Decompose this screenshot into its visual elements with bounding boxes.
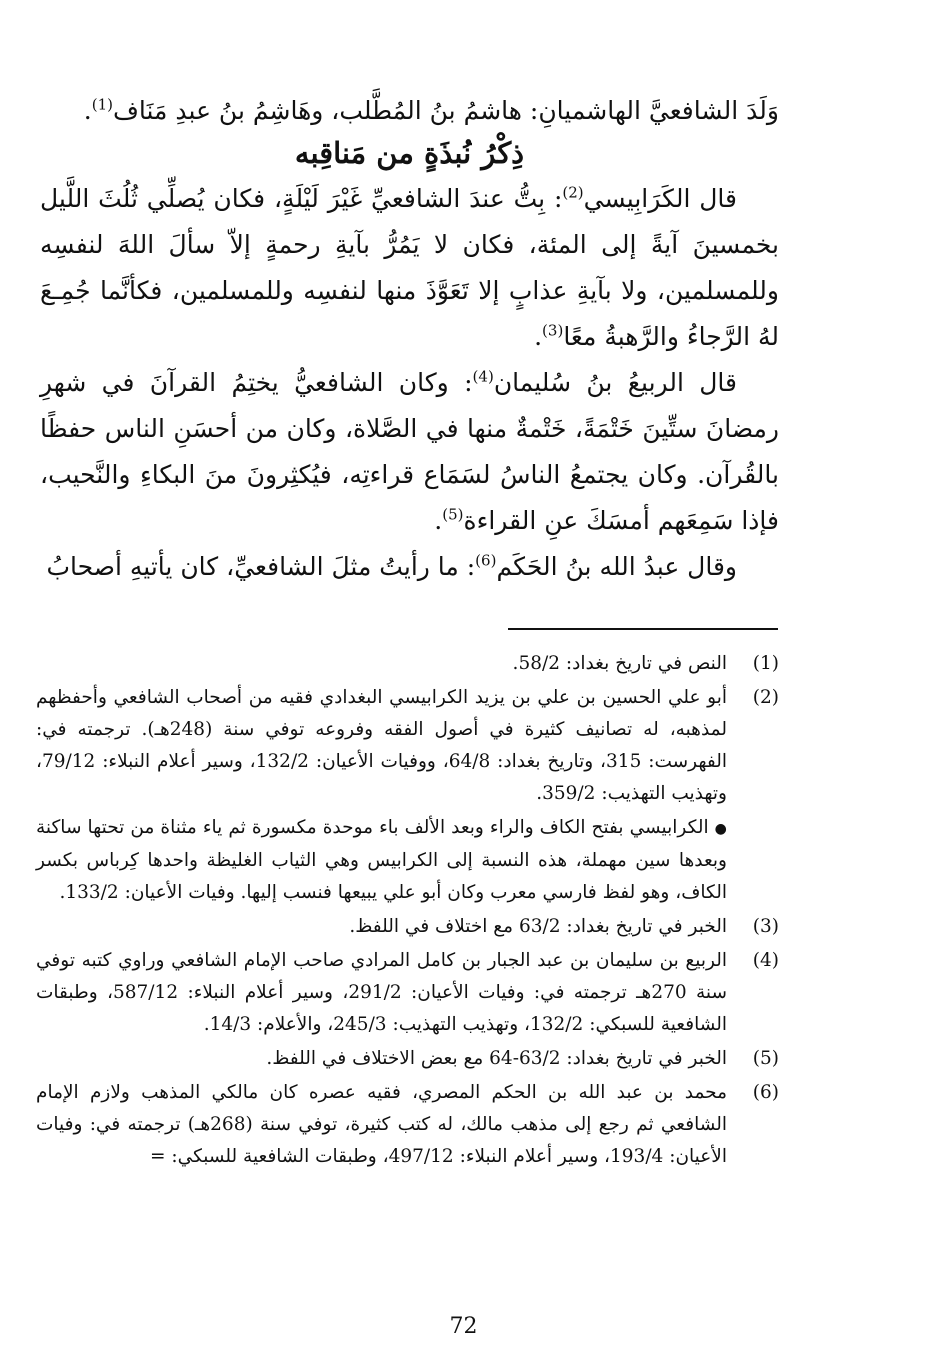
footnote-number: (2) [752, 687, 779, 708]
footnotes-section [36, 648, 779, 1175]
footnote-text: الكرابيسي بفتح الكاف والراء وبعد الألف باء موحدة مكسورة ثم ياء مثناة من تحتها ساكنة وبعدها سين مهملة، هذه النسبة إلى الكرابيس وهي الثياب الغليظة واحدها كِرباس بكسر الكاف، وهو لفظ فارسي معرب وكان أبو علي يبيعها فنسب إليها. وفيات الأعيان: 133/2. [36, 817, 727, 903]
footnote-6 [36, 1077, 779, 1173]
footnote-text: أبو علي الحسين بن علي بن يزيد الكرابيسي البغدادي فقيه من أصحاب الشافعي وأحفظهم لمذهبه، له تصانيف كثيرة في أصول الفقه وفروعه توفي سنة (248هـ). ترجمته في: الفهرست: 315، وتاريخ بغداد: 64/8، ووفيات الأعيان: 132/2، وسير أعلام النبلاء: 79/12، وتهذيب التهذيب: 359/2. [36, 687, 727, 804]
footnote-5 [36, 1043, 779, 1075]
footnote-ref: (3) [542, 321, 564, 340]
main-text [40, 88, 779, 590]
paragraph-text: : وكان الشافعيُّ يختِمُ القرآنَ في شهرِ رمضانَ ستِّينَ خَتْمَةً، خَتْمةٌ منها في الصَّلاة، وكان من أحسَنِ الناس حفظًا بالقُرآن. وكان يجتمعُ الناسُ لسَمَاع قراءتِه، فيُكثِرونَ منَ البكاءِ والنَّحيب، فإذا سَمِعَهم أمسَكَ عنِ القراءة [40, 368, 779, 535]
karabisi-paragraph [40, 176, 779, 360]
speaker-text: وقال عبدُ الله بنُ الحَكَم [496, 552, 737, 581]
footnote-divider [508, 628, 778, 630]
footnote-1 [36, 648, 779, 680]
paragraph-text: وَلَدَ الشافعيَّ الهاشميانِ: هاشمُ بنُ المُطَّلب، وهَاشِمُ بنُ عبدِ مَنَاف [112, 96, 779, 125]
footnote-number: (6) [752, 1082, 779, 1103]
paragraph-text: : بِتُّ عندَ الشافعيِّ غَيْرَ لَيْلَةٍ، فكان يُصلِّي ثُلُثَ اللَّيل بخمسينَ آيةً إلى المئة، فكان لا يَمُرُّ بآيةِ رحمةٍ إلاّ سألَ اللهَ لنفسِه وللمسلمين، ولا بآيةِ عذابٍ إلا تَعَوَّذَ منها لنفسِه وللمسلمين، فكأنَّما جُمِـعَ لهُ الرَّجاءُ والرَّهبةُ معًا [40, 184, 779, 351]
ibn-hakam-paragraph [40, 544, 779, 590]
rabi-paragraph [40, 360, 779, 544]
footnote-number: (5) [752, 1048, 779, 1069]
paragraph-text: : ما رأيتُ مثلَ الشافعيِّ، كان يأتيهِ أصحابُ [46, 552, 476, 581]
footnote-number: (4) [752, 950, 779, 971]
footnote-3 [36, 911, 779, 943]
footnote-ref: (4) [472, 367, 494, 386]
punctuation: . [534, 322, 543, 351]
speaker-text: قال الكَرَابِيسي [583, 184, 737, 213]
footnote-ref: (2) [562, 183, 584, 202]
page-number: 72 [449, 1314, 478, 1339]
speaker-text: قال الربيعُ بنُ سُليمان [493, 368, 737, 397]
footnote-4 [36, 945, 779, 1041]
footnote-text: النص في تاريخ بغداد: 58/2. [512, 653, 727, 674]
bullet-icon: ● [714, 821, 727, 837]
footnote-text: الخبر في تاريخ بغداد: 63/2 مع اختلاف في اللفظ. [349, 916, 727, 937]
footnote-ref: (1) [91, 95, 113, 114]
footnote-text: محمد بن عبد الله بن الحكم المصري، فقيه عصره كان مالكي المذهب ولازم الإمام الشافعي ثم رجع إلى مذهب مالك، له كتب كثيرة، توفي سنة (268هـ) ترجمته في: وفيات الأعيان: 193/4، وسير أعلام النبلاء: 497/12، وطبقات الشافعية للسبكي: = [36, 1082, 727, 1167]
footnote-text: الربيع بن سليمان بن عبد الجبار بن كامل المرادي صاحب الإمام الشافعي وراوي كتبه توفي سنة 270هـ ترجمته في: وفيات الأعيان: 291/2، وسير أعلام النبلاء: 587/12، وطبقات الشافعية للسبكي: 132/2، وتهذيب التهذيب: 245/3، والأعلام: 14/3. [36, 950, 727, 1035]
footnote-number: (3) [752, 916, 779, 937]
footnote-number: (1) [752, 653, 779, 674]
footnote-text: الخبر في تاريخ بغداد: 63/2-64 مع بعض الاختلاف في اللفظ. [266, 1048, 727, 1069]
footnote-2 [36, 682, 779, 810]
footnote-ref: (5) [442, 505, 464, 524]
punctuation: . [83, 96, 92, 125]
section-heading: ذِكْرُ نُبذَةٍ من مَناقِبه [294, 136, 525, 170]
footnote-ref: (6) [475, 551, 497, 570]
punctuation: . [434, 506, 443, 535]
footnote-2-note [36, 812, 779, 909]
